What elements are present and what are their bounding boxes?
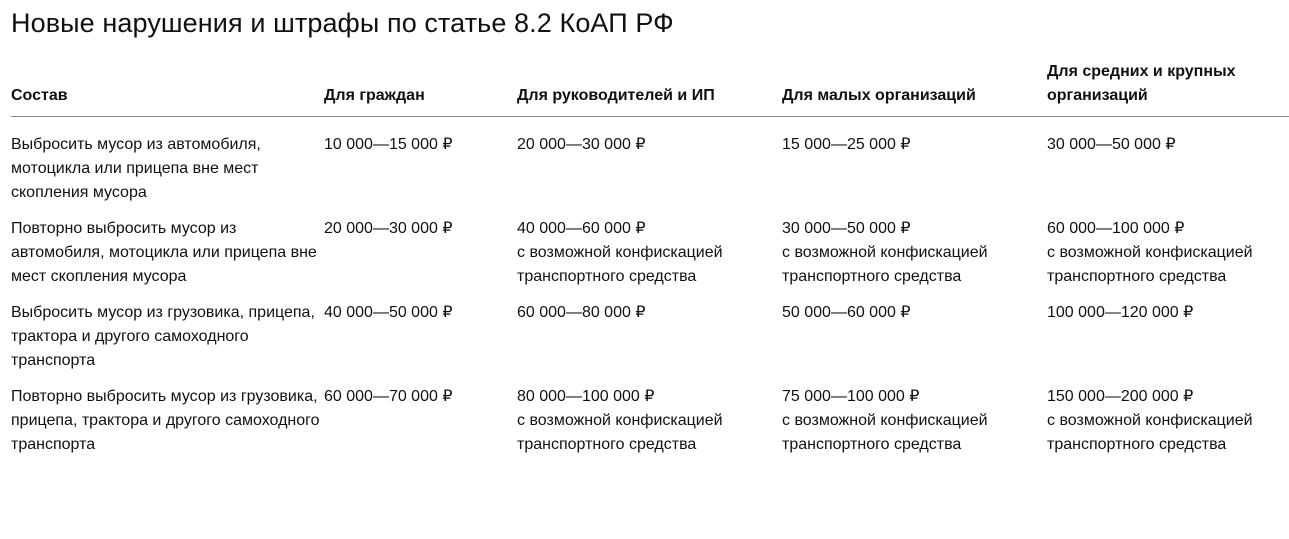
fine-amount: 150 000—200 000 ₽: [1047, 388, 1194, 405]
small-org-fine: [782, 301, 1047, 385]
fine-amount: 80 000—100 000 ₽: [517, 388, 655, 405]
managers-fine: [517, 117, 782, 218]
header-citizens: Для граждан: [324, 60, 517, 117]
managers-fine: [517, 217, 782, 301]
fine-amount: 75 000—100 000 ₽: [782, 388, 920, 405]
large-org-fine: [1047, 217, 1289, 301]
large-org-fine: [1047, 301, 1289, 385]
fine-amount: 30 000—50 000 ₽: [782, 220, 911, 237]
fines-table: [11, 60, 1289, 469]
large-org-fine: [1047, 385, 1289, 469]
table-row: [11, 117, 1289, 218]
citizens-fine: 60 000—70 000 ₽: [324, 388, 453, 405]
managers-fine: [517, 301, 782, 385]
citizens-fine: 40 000—50 000 ₽: [324, 304, 453, 321]
violation-cell: Повторно выбросить мусор из автомобиля, мотоцикла или прицепа вне мест скопления мусора: [11, 220, 317, 285]
table-row: [11, 217, 1289, 301]
fine-amount: 100 000—120 000 ₽: [1047, 304, 1194, 321]
table-row: [11, 301, 1289, 385]
citizens-fine: 10 000—15 000 ₽: [324, 136, 453, 153]
header-violation: Состав: [11, 60, 324, 117]
fine-amount: 20 000—30 000 ₽: [517, 136, 646, 153]
fine-amount: 60 000—80 000 ₽: [517, 304, 646, 321]
header-managers: Для руководителей и ИП: [517, 60, 782, 117]
table-header-row: [11, 60, 1289, 117]
fine-note: с возможной конфискацией транспортного средства: [517, 412, 723, 453]
fine-note: с возможной конфискацией транспортного средства: [1047, 244, 1253, 285]
managers-fine: [517, 385, 782, 469]
header-large-organizations: Для средних и крупных организаций: [1047, 60, 1289, 117]
fine-amount: 30 000—50 000 ₽: [1047, 136, 1176, 153]
large-org-fine: [1047, 117, 1289, 218]
fine-amount: 50 000—60 000 ₽: [782, 304, 911, 321]
fine-note: с возможной конфискацией транспортного средства: [517, 244, 723, 285]
table-row: [11, 385, 1289, 469]
small-org-fine: [782, 117, 1047, 218]
header-small-organizations: Для малых организаций: [782, 60, 1047, 117]
violation-cell: Выбросить мусор из автомобиля, мотоцикла или прицепа вне мест скопления мусора: [11, 136, 261, 201]
citizens-fine: 20 000—30 000 ₽: [324, 220, 453, 237]
fine-note: с возможной конфискацией транспортного средства: [1047, 412, 1253, 453]
violation-cell: Повторно выбросить мусор из грузовика, прицепа, трактора и другого самоходного транспорта: [11, 388, 320, 453]
fine-amount: 40 000—60 000 ₽: [517, 220, 646, 237]
fine-amount: 60 000—100 000 ₽: [1047, 220, 1185, 237]
fine-note: с возможной конфискацией транспортного средства: [782, 244, 988, 285]
violation-cell: Выбросить мусор из грузовика, прицепа, трактора и другого самоходного транспорта: [11, 304, 315, 369]
small-org-fine: [782, 217, 1047, 301]
page-title: Новые нарушения и штрафы по статье 8.2 КоАП РФ: [11, 8, 674, 38]
small-org-fine: [782, 385, 1047, 469]
fine-note: с возможной конфискацией транспортного средства: [782, 412, 988, 453]
fine-amount: 15 000—25 000 ₽: [782, 136, 911, 153]
